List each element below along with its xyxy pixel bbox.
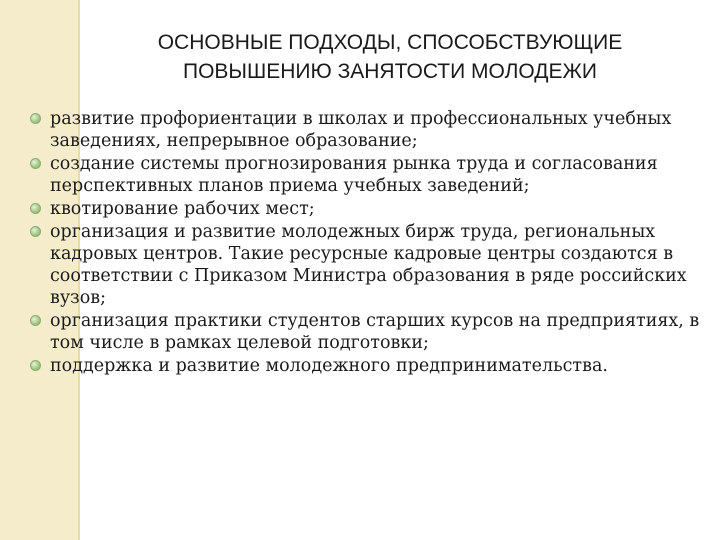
bullet-text: поддержка и развитие молодежного предпринимательства. [50,356,608,376]
bullet-dot-icon [30,113,41,124]
bullet-dot-icon [30,158,41,169]
bullet-dot-icon [30,360,41,371]
bullet-text: создание системы прогнозирования рынка труда и согласования перспективных планов приема учебных заведений; [50,154,658,196]
bullet-list [30,108,720,378]
slide-title [90,28,690,86]
bullet-item-job-quotas [30,198,720,220]
bullet-dot-icon [30,315,41,326]
bullet-item-labor-exchanges [30,221,720,309]
bullet-dot-icon [30,226,41,237]
title-line-1: ОСНОВНЫЕ ПОДХОДЫ, СПОСОБСТВУЮЩИЕ [157,31,623,54]
bullet-text: организация и развитие молодежных бирж труда, региональных кадровых центров. Такие ресурсные кадровые центры создаются в соответствии с Приказом Министра образования в ряде российских вузов; [50,222,687,308]
title-line-2: ПОВЫШЕНИЮ ЗАНЯТОСТИ МОЛОДЕЖИ [182,60,597,83]
bullet-text: развитие профориентации в школах и профессиональных учебных заведениях, непрерывное образование; [50,109,672,151]
bullet-dot-icon [30,203,41,214]
bullet-text: организация практики студентов старших курсов на предприятиях, в том числе в рамках целевой подготовки; [50,311,700,353]
bullet-item-student-internships [30,310,720,354]
bullet-item-youth-entrepreneurship [30,355,720,377]
bullet-item-career-guidance [30,108,720,152]
bullet-item-labor-forecasting [30,153,720,197]
bullet-text: квотирование рабочих мест; [50,199,315,219]
